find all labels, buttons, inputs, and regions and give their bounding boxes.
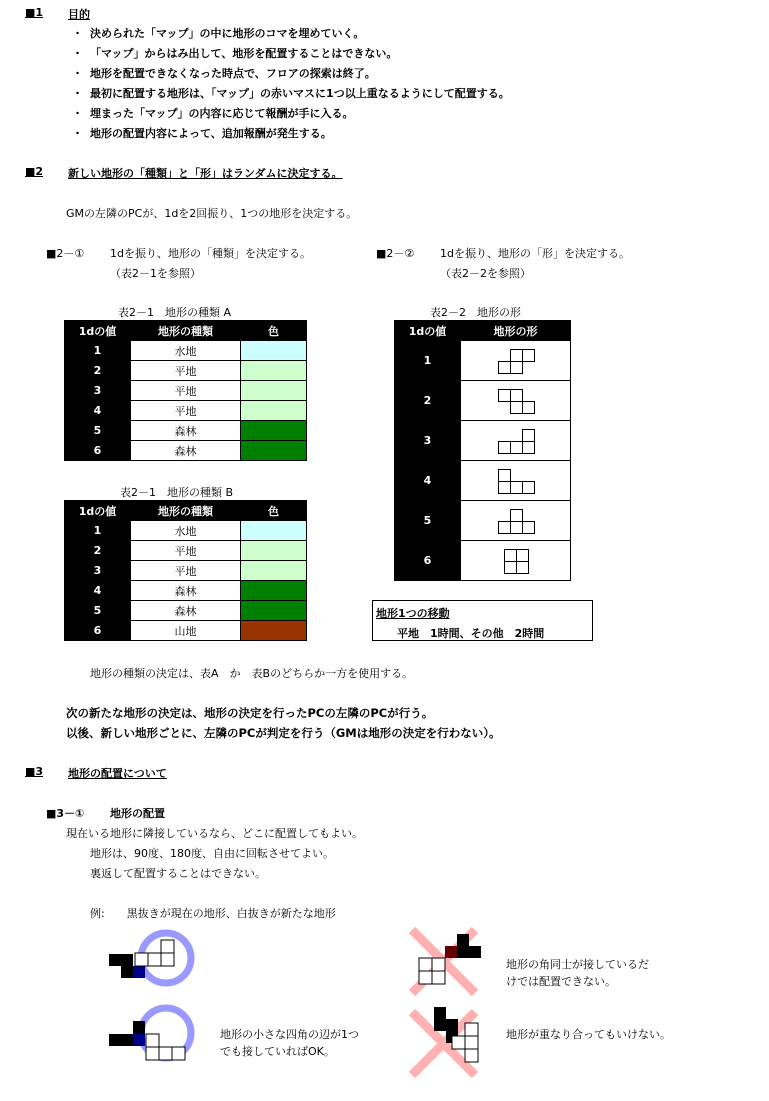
objective-item: 地形を配置できなくなった時点で、フロアの探索は終了。 (90, 67, 376, 80)
die-value: 4 (65, 401, 131, 421)
example-legend: 例: 黒抜きが現在の地形、白抜きが新たな地形 (90, 907, 336, 920)
objective-item: 「マップ」からはみ出して、地形を配置することはできない。 (90, 47, 398, 60)
die-value: 6 (65, 621, 131, 641)
objective-item: 埋まった「マップ」の内容に応じて報酬が手に入る。 (90, 107, 354, 120)
terrain-name: 平地 (131, 561, 241, 581)
bullet-mark: ・ (72, 107, 83, 120)
die-value: 1 (395, 341, 461, 381)
table-header: 地形の種類 (131, 321, 241, 341)
section2-heading: 新しい地形の「種類」と「形」はランダムに決定する。 (68, 167, 343, 180)
die-value: 3 (65, 381, 131, 401)
die-value: 5 (395, 501, 461, 541)
placement-rule-1: 現在いる地形に隣接しているなら、どこに配置してもよい。 (66, 827, 363, 840)
new-cell (432, 971, 445, 984)
section3-heading: 地形の配置について (68, 767, 167, 780)
example-ok-2 (109, 1008, 191, 1060)
current-cell (109, 1034, 121, 1046)
next-decision-text: 次の新たな地形の決定は、地形の決定を行ったPCの左隣のPCが行う。 (66, 706, 434, 720)
current-cell (457, 946, 469, 958)
movement-text: 平地 1時間、その他 2時間 (397, 627, 545, 640)
current-cell (469, 946, 481, 958)
new-cell (146, 1047, 159, 1060)
new-cell (135, 953, 148, 966)
die-value: 5 (65, 601, 131, 621)
current-cell (434, 1019, 446, 1031)
ng1-caption-line1: 地形の角同士が接しているだ (506, 958, 649, 971)
current-cell (133, 1021, 145, 1034)
objective-item: 最初に配置する地形は、「マップ」の赤いマスに1つ以上重なるようにして配置する。 (90, 87, 510, 100)
placement-rule-2: 地形は、90度、180度、自由に回転させてよい。 (90, 847, 334, 860)
ok2-caption-line2: でも接していればOK。 (220, 1045, 335, 1058)
sub2-ref: （表2－2を参照） (440, 267, 531, 280)
bullet-mark: ・ (72, 127, 83, 140)
bullet-mark: ・ (72, 87, 83, 100)
die-value: 3 (65, 561, 131, 581)
tableB-caption: 表2－1 地形の種類 B (120, 486, 234, 499)
die-value: 4 (65, 581, 131, 601)
sub2-number: ■2－② (376, 247, 415, 260)
terrain-name: 森林 (131, 601, 241, 621)
sub3-title: 地形の配置 (110, 807, 165, 820)
new-cell (432, 958, 445, 971)
current-cell (133, 966, 145, 978)
section3-number: ■3 (25, 765, 44, 778)
current-cell (457, 934, 469, 946)
table-header: 1dの値 (65, 501, 131, 521)
current-cell (133, 1034, 145, 1046)
new-cell (161, 953, 174, 966)
section2-intro: GMの左隣のPCが、1dを2回振り、1つの地形を決定する。 (66, 207, 358, 220)
bullet-mark: ・ (72, 27, 83, 40)
table-header: 色 (241, 321, 307, 341)
shape-table-caption: 表2－2 地形の形 (430, 306, 521, 319)
terrain-name: 水地 (131, 521, 241, 541)
objective-item: 地形の配置内容によって、追加報酬が発生する。 (90, 127, 332, 140)
sub3-number: ■3－① (46, 807, 85, 820)
new-cell (172, 1047, 185, 1060)
current-cell (445, 946, 457, 958)
ok2-caption-line1: 地形の小さな四角の辺が1つ (220, 1028, 359, 1041)
die-value: 1 (65, 341, 131, 361)
terrain-name: 平地 (131, 401, 241, 421)
current-cell (446, 1019, 458, 1031)
terrain-name: 平地 (131, 541, 241, 561)
section1-heading: 目的 (68, 8, 90, 21)
terrain-name: 山地 (131, 621, 241, 641)
current-cell (121, 1034, 133, 1046)
table-header: 地形の形 (461, 321, 571, 341)
terrain-name: 森林 (131, 441, 241, 461)
placement-rule-3: 裏返して配置することはできない。 (90, 867, 266, 880)
table-header: 1dの値 (65, 321, 131, 341)
new-cell (419, 971, 432, 984)
bullet-mark: ・ (72, 67, 83, 80)
new-cell (452, 1036, 465, 1049)
subsequent-decision-text: 以後、新しい地形ごとに、左隣のPCが判定を行う（GMは地形の決定を行わない）。 (66, 726, 501, 740)
new-cell (465, 1023, 478, 1036)
new-cell (465, 1049, 478, 1062)
tableA-caption: 表2－1 地形の種類 A (118, 306, 232, 319)
new-cell (148, 953, 161, 966)
ng1-caption-line2: けでは配置できない。 (506, 975, 616, 988)
new-cell (146, 1034, 159, 1047)
example-ng-2 (412, 1007, 478, 1075)
current-cell (434, 1007, 446, 1019)
table-header: 地形の種類 (131, 501, 241, 521)
bullet-mark: ・ (72, 47, 83, 60)
terrain-name: 森林 (131, 421, 241, 441)
die-value: 1 (65, 521, 131, 541)
current-cell (121, 966, 133, 978)
die-value: 6 (65, 441, 131, 461)
sub2-text: 1dを振り、地形の「形」を決定する。 (440, 247, 630, 260)
example-ok-1 (109, 933, 191, 983)
objective-item: 決められた「マップ」の中に地形のコマを埋めていく。 (90, 27, 365, 40)
die-value: 6 (395, 541, 461, 581)
die-value: 5 (65, 421, 131, 441)
die-value: 2 (395, 381, 461, 421)
terrain-name: 平地 (131, 361, 241, 381)
new-cell (159, 1047, 172, 1060)
current-cell (109, 954, 121, 966)
die-value: 4 (395, 461, 461, 501)
terrain-name: 平地 (131, 381, 241, 401)
terrain-name: 森林 (131, 581, 241, 601)
die-value: 3 (395, 421, 461, 461)
terrain-name: 水地 (131, 341, 241, 361)
table-header: 色 (241, 501, 307, 521)
current-cell (121, 954, 133, 966)
sub1-number: ■2－① (46, 247, 85, 260)
die-value: 2 (65, 361, 131, 381)
section2-number: ■2 (25, 165, 44, 178)
die-value: 2 (65, 541, 131, 561)
new-cell (465, 1036, 478, 1049)
table-header: 1dの値 (395, 321, 461, 341)
movement-title: 地形1つの移動 (376, 607, 450, 620)
sub1-ref: （表2－1を参照） (110, 267, 201, 280)
table-usage-note: 地形の種類の決定は、表A か 表Bのどちらか一方を使用する。 (90, 667, 414, 680)
ng2-caption: 地形が重なり合ってもいけない。 (506, 1028, 671, 1041)
example-ng-1 (412, 930, 481, 993)
sub1-text: 1dを振り、地形の「種類」を決定する。 (110, 247, 311, 260)
section1-number: ■1 (25, 6, 44, 19)
new-cell (161, 940, 174, 953)
